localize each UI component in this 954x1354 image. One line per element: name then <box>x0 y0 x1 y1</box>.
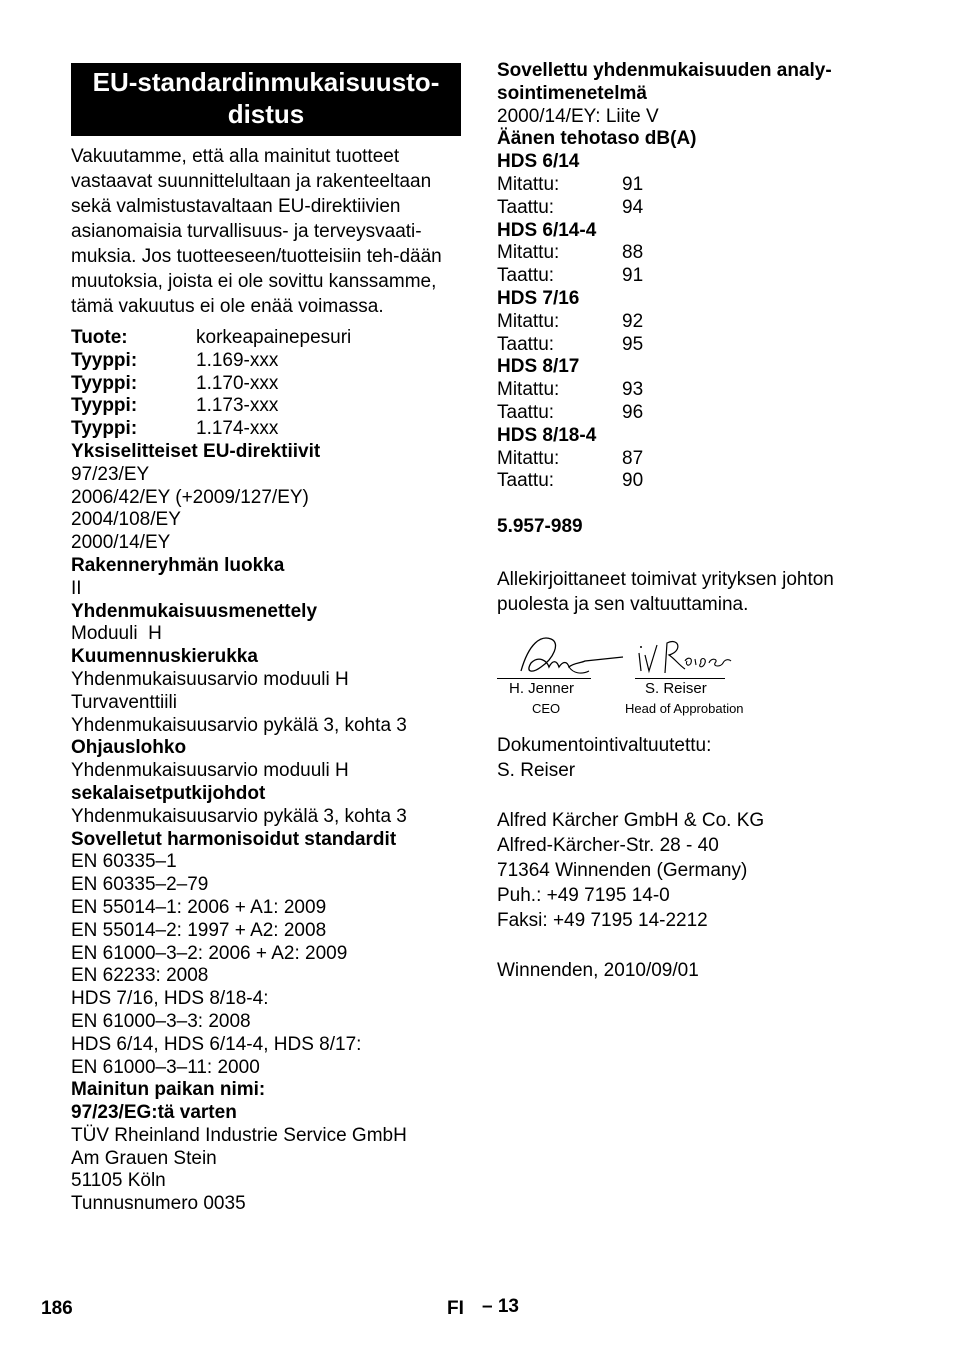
intro-paragraph: Vakuutamme, että alla mainitut tuotteet vastaavat suunnittelultaan ja rakenteeltaan sekä valmistustavaltaan EU-direktiivien asianomaisia turvallisuus- ja terveysvaati-muksia. Jos tuotteeseen/tuotteisiin teh-dään muutoksia, joista ei ole sovittu kanssamme, tämä vakuutus ei ole enää voimassa. <box>71 146 442 317</box>
measured-value: 87 <box>622 447 644 469</box>
measured-label: Mitattu: <box>497 310 560 332</box>
coil-line: Yhdenmukaisuusarvio pykälä 3, kohta 3 <box>71 714 407 736</box>
directives-heading: Yksiselitteiset EU-direktiivit <box>71 440 321 462</box>
standard-item: EN 61000–3–11: 2000 <box>71 1056 260 1078</box>
type-label: Tyyppi: <box>71 372 138 394</box>
category-value: II <box>71 577 82 599</box>
title-line-2: distus <box>227 99 305 129</box>
category-heading: Rakenneryhmän luokka <box>71 554 285 576</box>
signer-role-approbation: Head of Approbation <box>625 700 744 716</box>
document-number: 5.957-989 <box>497 516 583 538</box>
guaranteed-row <box>497 402 877 425</box>
signer-name-jenner: H. Jenner <box>509 679 575 697</box>
declaration-title <box>71 63 461 136</box>
page-number: 186 <box>41 1298 73 1319</box>
product-label: Tuote: <box>71 327 128 348</box>
standard-item: HDS 6/14, HDS 6/14-4, HDS 8/17: <box>71 1033 362 1055</box>
guaranteed-label: Taattu: <box>497 470 555 492</box>
notified-line: Am Grauen Stein <box>71 1147 217 1169</box>
company-line: Faksi: +49 7195 14-2212 <box>497 909 708 931</box>
signature-line <box>497 678 591 679</box>
guaranteed-value: 91 <box>622 265 644 287</box>
type-label: Tyyppi: <box>71 349 138 371</box>
control-value: Yhdenmukaisuusarvio moduuli H <box>71 760 349 782</box>
signer-role-ceo: CEO <box>532 700 561 716</box>
method-heading: Sovellettu yhdenmukaisuuden analy- <box>497 60 832 81</box>
signer-name-reiser: S. Reiser <box>645 679 707 697</box>
right-column <box>497 60 877 983</box>
measured-row <box>497 311 877 334</box>
guaranteed-row <box>497 197 877 220</box>
guaranteed-label: Taattu: <box>497 196 555 218</box>
language-code: FI <box>447 1298 464 1319</box>
pipes-heading: sekalaisetputkijohdot <box>71 782 266 804</box>
type-label: Tyyppi: <box>71 418 138 440</box>
measured-row <box>497 448 877 471</box>
guaranteed-value: 94 <box>622 196 644 218</box>
declaration-details <box>71 327 461 1216</box>
measured-label: Mitattu: <box>497 173 560 195</box>
measured-label: Mitattu: <box>497 379 560 401</box>
notified-line: Tunnusnumero 0035 <box>71 1193 246 1215</box>
type-value: 1.170-xxx <box>196 372 279 394</box>
spacer <box>497 493 877 516</box>
measured-row <box>497 242 877 265</box>
directive-item: 97/23/EY <box>71 463 150 485</box>
model-name: HDS 6/14-4 <box>497 219 597 241</box>
signature-jenner <box>501 633 631 683</box>
type-row <box>71 395 461 418</box>
model-name: HDS 7/16 <box>497 287 580 309</box>
model-name: HDS 8/18-4 <box>497 424 597 446</box>
standard-item: HDS 7/16, HDS 8/18-4: <box>71 988 269 1010</box>
standard-item: EN 61000–3–2: 2006 + A2: 2009 <box>71 942 348 964</box>
notified-heading: 97/23/EG:tä varten <box>71 1102 237 1124</box>
sound-section <box>497 60 877 539</box>
section-page: – 13 <box>482 1296 519 1317</box>
type-row <box>71 350 461 373</box>
left-column <box>71 63 461 1216</box>
type-row <box>71 418 461 441</box>
guaranteed-value: 90 <box>622 470 644 492</box>
standard-item: EN 61000–3–3: 2008 <box>71 1010 251 1032</box>
signed-text: Allekirjoittaneet toimivat yrityksen johton puolesta ja sen valtuuttamina. <box>497 568 834 615</box>
procedure-heading: Yhdenmukaisuusmenettely <box>71 600 318 622</box>
product-row <box>71 327 461 350</box>
procedure-value: Moduuli H <box>71 623 162 645</box>
measured-label: Mitattu: <box>497 447 560 469</box>
standard-item: EN 55014–2: 1997 + A2: 2008 <box>71 919 327 941</box>
signature-area <box>497 633 877 733</box>
company-address <box>497 808 877 933</box>
coil-heading: Kuumennuskierukka <box>71 646 258 668</box>
directive-item: 2000/14/EY <box>71 532 171 554</box>
directive-item: 2004/108/EY <box>71 509 181 531</box>
signature-line <box>635 678 725 679</box>
measured-value: 93 <box>622 379 644 401</box>
company-line: Alfred Kärcher GmbH & Co. KG <box>497 809 765 831</box>
guaranteed-label: Taattu: <box>497 401 555 423</box>
guaranteed-row <box>497 334 877 357</box>
standard-item: EN 60335–2–79 <box>71 874 209 896</box>
coil-line: Turvaventtiili <box>71 691 177 713</box>
documentation-authority <box>497 733 877 783</box>
signature-reiser <box>635 633 735 681</box>
company-line: Alfred-Kärcher-Str. 28 - 40 <box>497 834 719 856</box>
notified-line: TÜV Rheinland Industrie Service GmbH <box>71 1124 407 1146</box>
method-value: 2000/14/EY: Liite V <box>497 105 659 127</box>
measured-row <box>497 379 877 402</box>
guaranteed-row <box>497 265 877 288</box>
model-name: HDS 6/14 <box>497 151 580 173</box>
standard-item: EN 60335–1 <box>71 851 177 873</box>
type-row <box>71 373 461 396</box>
measured-label: Mitattu: <box>497 242 560 264</box>
sound-heading: Äänen tehotaso dB(A) <box>497 128 697 150</box>
model-name: HDS 8/17 <box>497 356 580 378</box>
title-line-1: EU-standardinmukaisuusto- <box>92 67 440 97</box>
company-line: Puh.: +49 7195 14-0 <box>497 884 670 906</box>
pipes-value: Yhdenmukaisuusarvio pykälä 3, kohta 3 <box>71 805 407 827</box>
measured-value: 91 <box>622 173 644 195</box>
guaranteed-label: Taattu: <box>497 333 555 355</box>
company-line: 71364 Winnenden (Germany) <box>497 859 748 881</box>
type-value: 1.174-xxx <box>196 418 279 440</box>
standards-heading: Sovelletut harmonisoidut standardit <box>71 828 397 850</box>
standard-item: EN 55014–1: 2006 + A1: 2009 <box>71 896 327 918</box>
control-heading: Ohjauslohko <box>71 737 187 759</box>
guaranteed-row <box>497 470 877 493</box>
measured-value: 92 <box>622 310 644 332</box>
measured-row <box>497 174 877 197</box>
notified-heading: Mainitun paikan nimi: <box>71 1079 266 1101</box>
method-heading: sointimenetelmä <box>497 82 647 104</box>
guaranteed-value: 96 <box>622 401 644 423</box>
type-label: Tyyppi: <box>71 395 138 417</box>
type-value: 1.173-xxx <box>196 395 279 417</box>
standard-item: EN 62233: 2008 <box>71 965 209 987</box>
product-value: korkeapainepesuri <box>196 327 352 348</box>
doc-auth-name: S. Reiser <box>497 759 576 781</box>
guaranteed-value: 95 <box>622 333 644 355</box>
notified-line: 51105 Köln <box>71 1170 166 1192</box>
doc-auth-label: Dokumentointivaltuutettu: <box>497 734 712 756</box>
coil-line: Yhdenmukaisuusarvio moduuli H <box>71 668 349 690</box>
guaranteed-label: Taattu: <box>497 265 555 287</box>
directive-item: 2006/42/EY (+2009/127/EY) <box>71 486 309 508</box>
measured-value: 88 <box>622 242 644 264</box>
place-date: Winnenden, 2010/09/01 <box>497 959 699 981</box>
type-value: 1.169-xxx <box>196 349 279 371</box>
